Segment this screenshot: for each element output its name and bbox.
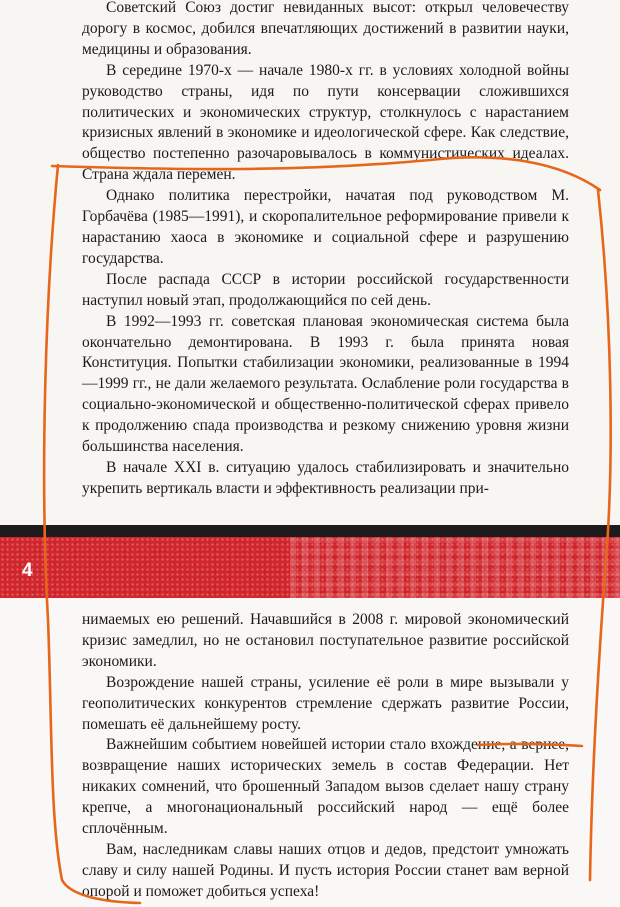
paragraph: В 1992—1993 гг. советская плановая экономическая система была окончательно демонтирована. В 1993 г. была принята новая Конституция. Попытки стабилизации экономики, реализованные в 1994—1999 гг., не дали желаемого результата. Ослабление роли государства в социально-экономической и общественно-политической сферах привело к продолжению спада производства и резкому снижению уровня жизни большинства населения. [82,312,569,456]
paragraph: Советский Союз достиг невиданных высот: открыл человечеству дорогу в космос, добился впечатляющих достижений в развитии науки, медицины и образования. [82,0,569,58]
paragraph: Вам, наследникам славы наших отцов и дедов, предстоит умножать славу и силу нашей Родины. И пусть история России станет вам верной опорой и поможет добиться успеха! [82,840,569,900]
page-divider-dark-band [0,525,620,537]
lower-text-block [82,610,569,903]
paragraph: В середине 1970-х — начале 1980-х гг. в условиях холодной войны руководство страны, идя по пути консервации сложившихся политических и экономических структур, столкнулось с нарастанием кризисных явлений в экономике и идеологической сфере. Как следствие, общество постепенно разочаровывалось в коммунистических идеалах. Страна ждала перемен. [82,61,569,184]
paragraph: После распада СССР в истории российской государственности наступил новый этап, продолжающийся по сей день. [82,270,569,309]
page-number: 4 [22,560,33,581]
paragraph: нимаемых ею решений. Начавшийся в 2008 г. мировой экономический кризис замедлил, но не остановил поступательное развитие российской экономики. [82,611,569,670]
paragraph: Важнейшим событием новейшей истории стало вхождение, а вернее, возвращение наших исторических земель в состав Федерации. Нет никаких сомнений, что брошенный Западом вызов сделает нашу страну крепче, а многонациональный российский народ — ещё более сплочённым. [82,736,569,838]
page-footer-red-band [0,537,620,598]
lower-page [0,598,620,907]
paragraph: Однако политика перестройки, начатая под руководством М. Горбачёва (1985—1991), и скоропалительное реформирование привели к нарастанию хаоса в экономике и социальной сфере и разрушению государства. [82,187,569,267]
paragraph: В начале XXI в. ситуацию удалось стабилизировать и значительно укрепить вертикаль власти и эффективность реализации при- [82,458,569,497]
upper-text-block [82,0,569,500]
paragraph: Возрождение нашей страны, усиление её роли в мире вызывали у геополитических конкурентов стремление сдержать развитие России, помешать её дальнейшему росту. [82,673,569,733]
halftone-pattern [290,537,620,598]
